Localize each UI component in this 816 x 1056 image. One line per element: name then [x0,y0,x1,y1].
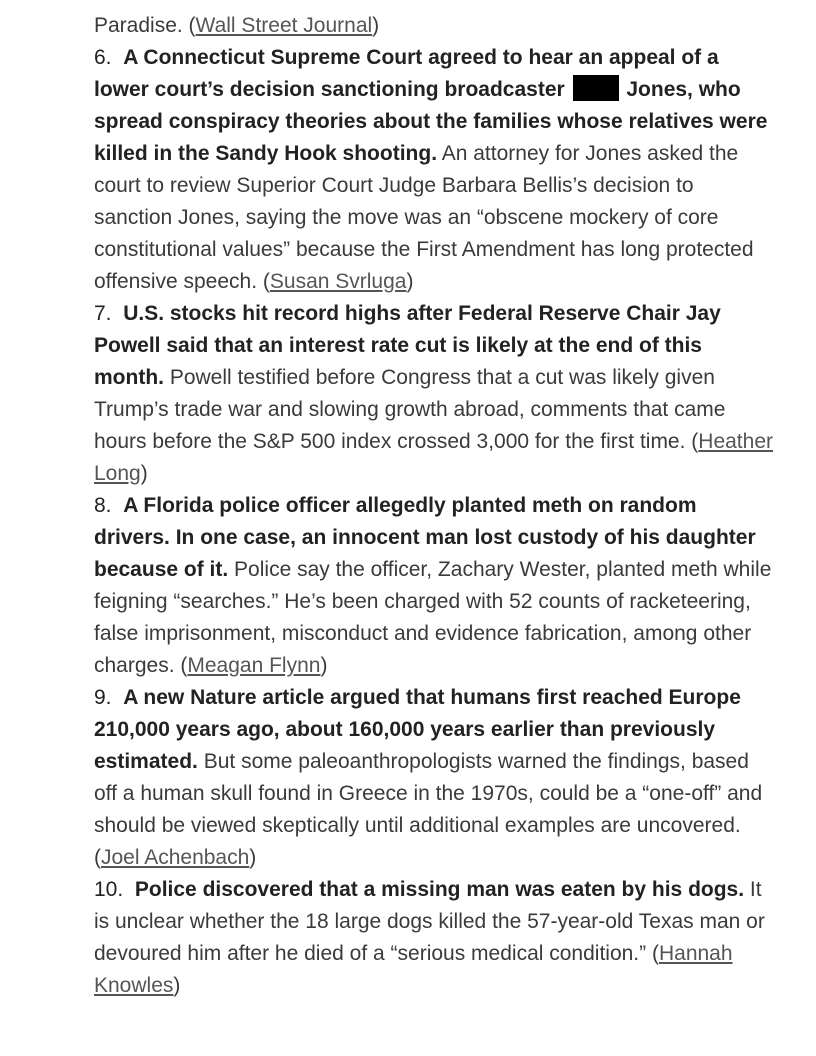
list-item-8 [94,490,774,682]
item-headline: U.S. stocks hit record highs after Federal Reserve Chair Jay Powell said that an interest rate cut is likely at the end of this month. [94,302,721,389]
item-body: It is unclear whether the 18 large dogs killed the 57-year-old Texas man or devoured him after he died of a “serious medical condition.” ( [94,878,765,965]
source-link-achenbach[interactable]: Joel Achenbach [101,846,250,869]
source-link-svrluga[interactable]: Susan Svrluga [269,270,407,293]
item-close: ) [249,846,257,869]
item-close: ) [173,974,181,997]
list-item-9 [94,682,774,874]
intro-fragment [94,10,774,42]
item-close: ) [320,654,328,677]
list-item-10 [94,874,774,1002]
item-number: 6. [94,46,112,69]
redaction-box [573,75,619,101]
item-body: Powell testified before Congress that a cut was likely given Trump’s trade war and slowing growth abroad, comments that came hours before the S&P 500 index crossed 3,000 for the first time. ( [94,366,726,453]
list-item-7 [94,298,774,490]
source-link-long[interactable]: Heather Long [94,430,773,485]
news-list [94,10,774,1002]
item-close: ) [140,462,148,485]
item-headline: Police discovered that a missing man was eaten by his dogs. [134,878,745,901]
item-body: An attorney for Jones asked the court to review Superior Court Judge Barbara Bellis’s decision to sanction Jones, saying the move was an “obscene mockery of core constitutional values” because the First Amendment has long protected offensive speech. ( [94,142,754,293]
item-number: 10. [94,878,124,901]
list-item-6 [94,42,774,298]
item-headline: A Florida police officer allegedly planted meth on random drivers. In one case, an innocent man lost custody of his daughter because of it. [94,494,756,581]
source-link-flynn[interactable]: Meagan Flynn [187,654,321,677]
source-link-wsj[interactable]: Wall Street Journal [195,14,373,37]
item-number: 8. [94,494,112,517]
item-body: Police say the officer, Zachary Wester, planted meth while feigning “searches.” He’s been charged with 52 counts of racketeering, false imprisonment, misconduct and evidence fabrication, among other charges. ( [94,558,772,677]
item-close: ) [406,270,414,293]
item-headline: A Connecticut Supreme Court agreed to hear an appeal of a lower court’s decision sanctioning broadcaster [94,46,719,101]
item-number: 7. [94,302,112,325]
item-body: But some paleoanthropologists warned the findings, based off a human skull found in Greece in the 1970s, could be a “one-off” and should be viewed skeptically until additional examples are uncovered. ( [94,750,763,869]
item-headline-cont: Jones, who spread conspiracy theories about the families whose relatives were killed in the Sandy Hook shooting. [94,78,768,165]
intro-text: Paradise. ( [94,14,196,37]
item-number: 9. [94,686,112,709]
item-headline: A new Nature article argued that humans first reached Europe 210,000 years ago, about 160,000 years earlier than previously estimated. [94,686,741,773]
intro-close: ) [372,14,380,37]
source-link-knowles[interactable]: Hannah Knowles [94,942,733,997]
